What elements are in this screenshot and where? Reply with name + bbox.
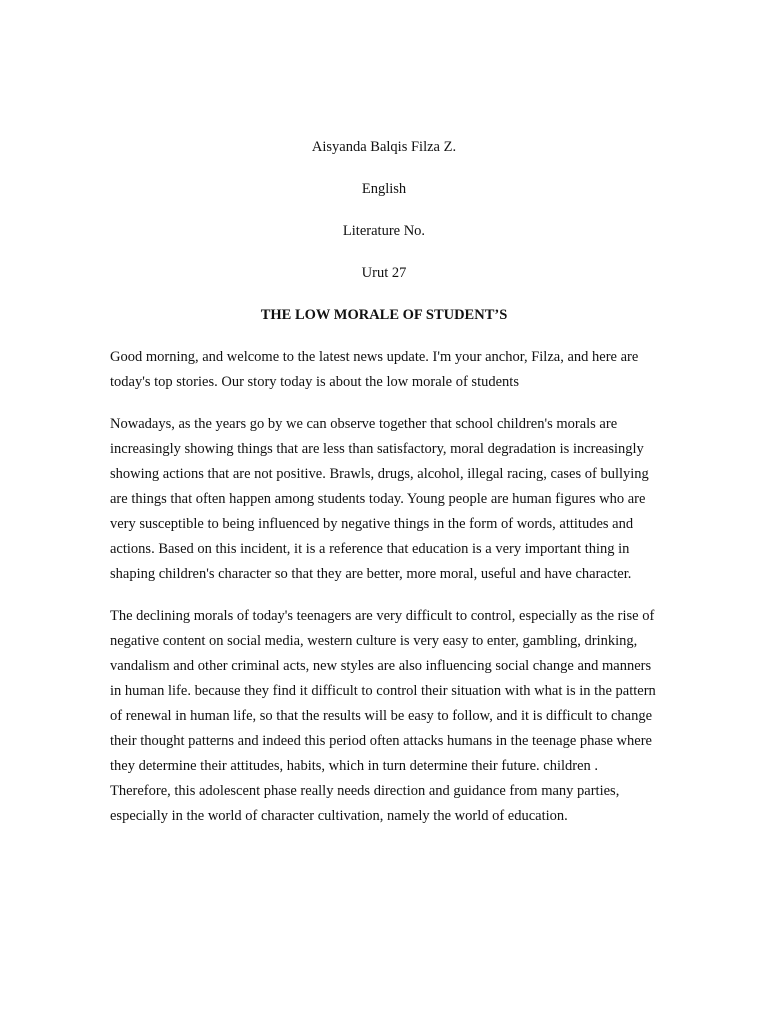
paragraph-nowadays: Nowadays, as the years go by we can observe together that school children's morals are increasingly showing things that are less than satisfactory, moral degradation is increasingly showing actions that are not positive. Brawls, drugs, alcohol, illegal racing, cases of bullying are things that often happen among students today. Young people are human figures who are very susceptible to being influenced by negative things in the form of words, attitudes and actions. Based on this incident, it is a reference that education is a very important thing in shaping children's character so that they are better, more moral, useful and have character. xyxy=(110,416,649,582)
literature-number: Literature No. xyxy=(342,223,426,239)
paragraph-intro: Good morning, and welcome to the latest news update. I'm your anchor, Filza, and here are today's top stories. Our story today is about the low morale of students xyxy=(110,349,639,390)
document-header xyxy=(0,137,768,305)
paragraph-declining-morals: The declining morals of today's teenagers are very difficult to control, especially as the rise of negative content on social media, western culture is very easy to enter, gambling, drinking, vandalism and other criminal acts, new styles are also influencing social change and manners in human life. because they find it difficult to control their situation with what is in the pattern of renewal in human life, so that the results will be easy to follow, and it is difficult to change their thought patterns and indeed this period often attacks humans in the teenage phase where they determine their attitudes, habits, which in turn determine their future. children . Therefore, this adolescent phase really needs direction and guidance from many parties, especially in the world of character cultivation, namely the world of education. xyxy=(110,608,656,824)
subject-name: English xyxy=(361,181,407,197)
document-title: THE LOW MORALE OF STUDENT’S xyxy=(260,307,508,323)
author-name: Aisyanda Balqis Filza Z. xyxy=(311,139,457,155)
document-body xyxy=(110,345,662,846)
urut-number: Urut 27 xyxy=(361,265,407,281)
